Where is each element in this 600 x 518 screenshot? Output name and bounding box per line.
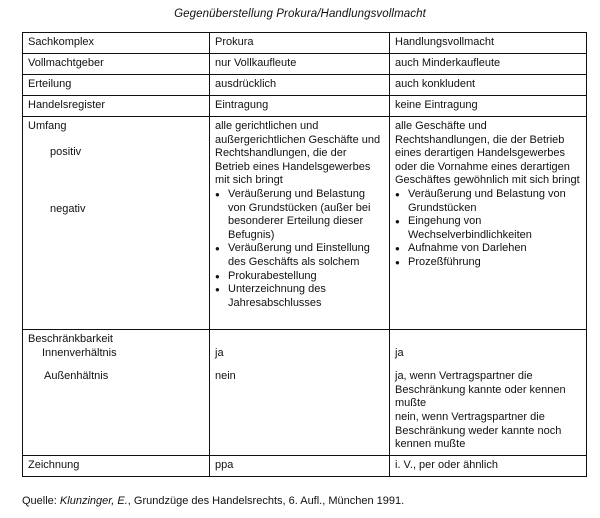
list-item: ● Veräußerung und Einstellung des Geschäfts als solchem — [215, 242, 384, 269]
prokura-aussen-value: nein — [215, 370, 236, 383]
source-note — [22, 495, 404, 507]
source-author: Klunzinger, E. — [59, 495, 128, 507]
header-handlungsvollmacht: Handlungsvollmacht — [390, 33, 587, 54]
header-sachkomplex: Sachkomplex — [23, 33, 210, 54]
row-label: Erteilung — [23, 75, 210, 96]
hv-cell: auch Minderkaufleute — [390, 54, 587, 75]
aussenverhaeltnis-label: Außenhältnis — [44, 370, 109, 383]
table-row-beschraenkbarkeit — [23, 330, 587, 456]
source-rest: , Grundzüge des Handelsrechts, 6. Aufl., München 1991. — [127, 495, 405, 507]
prokura-positiv-text: alle gerichtlichen und außergerichtlichen Geschäfte und Rechtshandlungen, die der Betrieb eines Handelsgewerbes mit sich bringt — [215, 120, 381, 187]
row-label: Vollmachtgeber — [23, 54, 210, 75]
table-caption: Gegenüberstellung Prokura/Handlungsvollmacht — [174, 8, 426, 20]
prokura-umfang-cell — [210, 117, 390, 330]
source-prefix: Quelle: — [22, 495, 60, 507]
prokura-cell: ppa — [210, 455, 390, 476]
comparison-table — [22, 32, 587, 477]
hv-innen-value: ja — [395, 346, 404, 359]
prokura-beschraenkbarkeit-cell — [210, 330, 390, 456]
hv-negativ-list — [395, 188, 581, 270]
list-item: ● Prokurabestellung — [215, 270, 384, 284]
row-label: Zeichnung — [23, 455, 210, 476]
list-item: ● Aufnahme von Darlehen — [395, 242, 581, 256]
row-label: Umfang — [28, 120, 67, 132]
negativ-label: negativ — [50, 203, 86, 216]
row-label: Beschränkbarkeit — [28, 333, 113, 345]
beschraenkbarkeit-label-cell — [23, 330, 210, 456]
positiv-label: positiv — [50, 145, 82, 158]
hv-cell: i. V., per oder ähnlich — [390, 455, 587, 476]
list-item: ● Eingehung von Wechselverbindlichkeiten — [395, 215, 581, 242]
table-row-zeichnung — [23, 455, 587, 476]
hv-cell: keine Eintragung — [390, 96, 587, 117]
table-row-umfang — [23, 117, 587, 330]
list-item: ● Prozeßführung — [395, 256, 581, 270]
header-prokura: Prokura — [210, 33, 390, 54]
list-item: ● Veräußerung und Belastung von Grundstücken — [395, 188, 581, 215]
table-header-row — [23, 33, 587, 54]
prokura-innen-value: ja — [215, 346, 224, 359]
innenverhaeltnis-label: Innenverhältnis — [42, 346, 117, 359]
list-item: ● Veräußerung und Belastung von Grundstücken (außer bei besonderer Erteilung dieser Befugnis) — [215, 188, 384, 242]
hv-positiv-text: alle Geschäfte und Rechtshandlungen, die der Betrieb eines derartigen Handelsgewerbes oder die Vornahme eines derartigen Geschäftes gewöhnlich mit sich bringt — [395, 120, 580, 187]
row-label: Handelsregister — [23, 96, 210, 117]
prokura-negativ-list — [215, 188, 384, 310]
hv-beschraenkbarkeit-cell — [390, 330, 587, 456]
prokura-cell: ausdrücklich — [210, 75, 390, 96]
hv-umfang-cell — [390, 117, 587, 330]
prokura-cell: nur Vollkaufleute — [210, 54, 390, 75]
table-row-erteilung — [23, 75, 587, 96]
table-row-handelsregister — [23, 96, 587, 117]
table-row-vollmachtgeber — [23, 54, 587, 75]
hv-aussen-value-2: nein, wenn Vertragspartner die Beschränkung weder kannte noch kennen mußte — [395, 410, 562, 451]
prokura-cell: Eintragung — [210, 96, 390, 117]
hv-aussen-value-1: ja, wenn Vertragspartner die Beschränkung kannte oder kennen mußte — [395, 370, 566, 410]
hv-cell: auch konkludent — [390, 75, 587, 96]
list-item: ● Unterzeichnung des Jahresabschlusses — [215, 283, 384, 310]
umfang-label-cell — [23, 117, 210, 330]
